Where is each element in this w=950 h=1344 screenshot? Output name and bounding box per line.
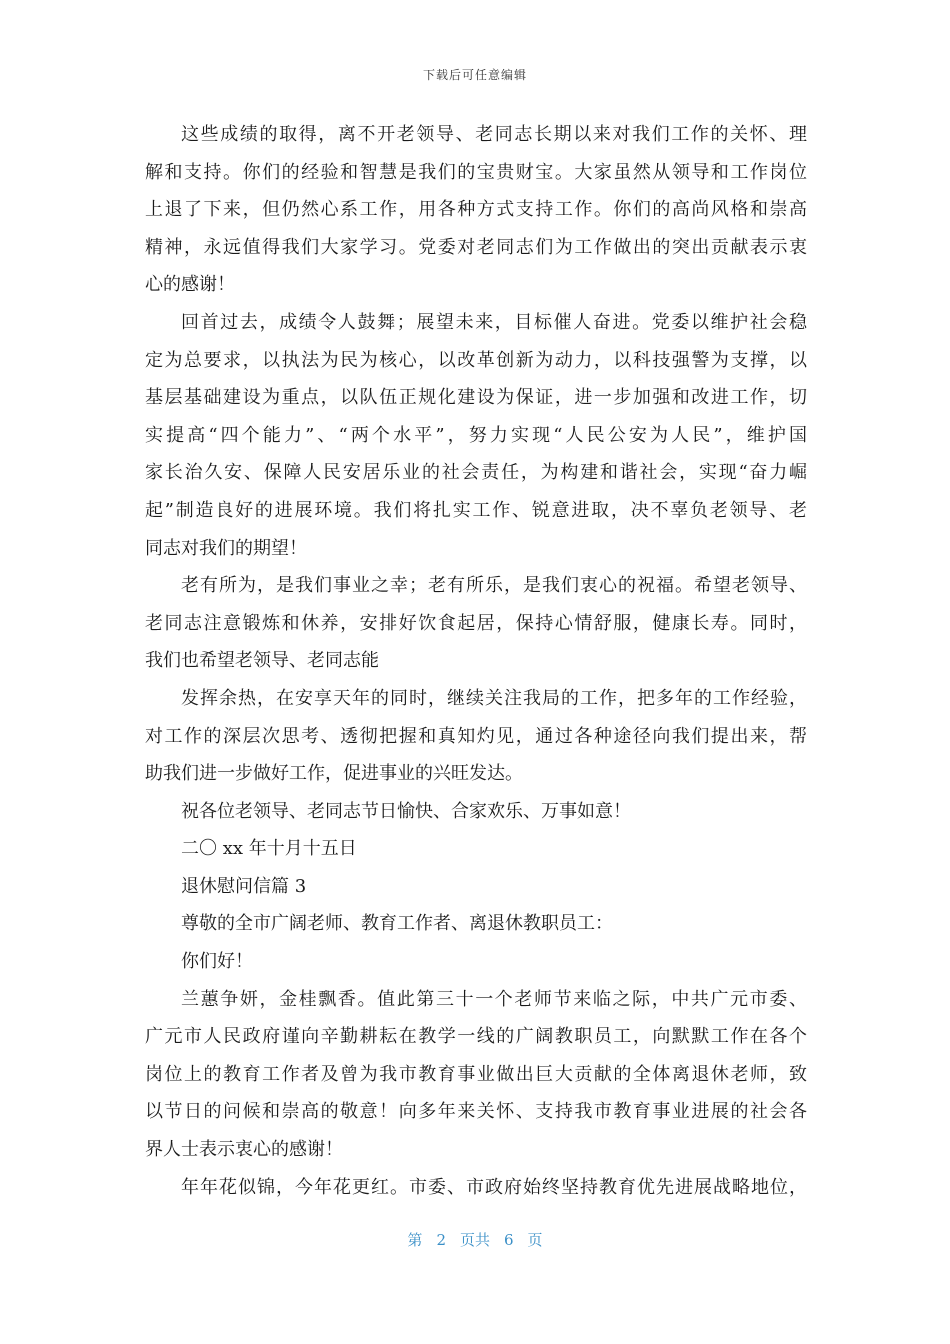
total-page-count: 6 — [504, 1231, 514, 1249]
document-body — [145, 116, 807, 1206]
body-line: 精神，永远值得我们大家学习。党委对老同志们为工作做出的突出贡献表示衷 — [145, 236, 807, 258]
body-line: 以节日的问候和崇高的敬意！向多年来关怀、支持我市教育事业进展的社会各 — [145, 1101, 807, 1123]
body-line: 老同志注意锻炼和休养，安排好饮食起居，保持心情舒服，健康长寿。同时， — [145, 612, 807, 634]
page-header: 下载后可任意编辑 — [422, 68, 527, 82]
body-line: 这些成绩的取得，离不开老领导、老同志长期以来对我们工作的关怀、理 — [181, 124, 807, 145]
body-line: 起”制造良好的进展环境。我们将扎实工作、锐意进取，决不辜负老领导、老 — [145, 499, 807, 521]
body-line: 定为总要求，以执法为民为核心，以改革创新为动力，以科技强警为支撑，以 — [145, 349, 807, 371]
body-line: 对工作的深层次思考、透彻把握和真知灼见，通过各种途径向我们提出来，帮 — [145, 725, 807, 747]
footer-prefix: 第 — [407, 1231, 423, 1249]
current-page-number: 2 — [436, 1231, 446, 1249]
body-line: 祝各位老领导、老同志节日愉快、合家欢乐、万事如意！ — [181, 800, 631, 822]
date-line: 二〇 xx 年十月十五日 — [181, 838, 357, 860]
page-footer — [0, 1229, 950, 1250]
body-line: 兰蕙争妍，金桂飘香。值此第三十一个老师节来临之际，中共广元市委、 — [181, 988, 807, 1010]
footer-suffix: 页 — [527, 1231, 543, 1249]
greeting: 你们好！ — [181, 951, 253, 973]
body-line: 岗位上的教育工作者及曾为我市教育事业做出巨大贡献的全体离退休老师，致 — [145, 1063, 807, 1085]
footer-middle: 页共 — [459, 1231, 490, 1249]
body-line: 我们也希望老领导、老同志能 — [145, 650, 379, 672]
body-line: 回首过去，成绩令人鼓舞；展望未来，目标催人奋进。党委以维护社会稳 — [181, 311, 807, 333]
body-line: 基层基础建设为重点，以队伍正规化建设为保证，进一步加强和改进工作，切 — [145, 387, 807, 409]
body-line: 家长治久安、保障人民安居乐业的社会责任，为构建和谐社会，实现“奋力崛 — [145, 462, 807, 484]
body-line: 广元市人民政府谨向辛勤耕耘在教学一线的广阔教职员工，向默默工作在各个 — [145, 1026, 807, 1048]
body-line: 界人士表示衷心的感谢！ — [145, 1139, 343, 1161]
body-line: 老有所为，是我们事业之幸；老有所乐，是我们衷心的祝福。希望老领导、 — [181, 575, 807, 597]
body-line: 年年花似锦，今年花更红。市委、市政府始终坚持教育优先进展战略地位， — [181, 1176, 807, 1198]
salutation: 尊敬的全市广阔老师、教育工作者、离退休教职员工： — [181, 913, 613, 935]
body-line: 心的感谢！ — [145, 274, 235, 296]
body-line: 实提高“四个能力”、“两个水平”，努力实现“人民公安为人民”，维护国 — [145, 424, 807, 446]
body-line: 同志对我们的期望！ — [145, 537, 307, 559]
body-line: 发挥余热，在安享天年的同时，继续关注我局的工作，把多年的工作经验， — [181, 687, 807, 709]
body-line: 助我们进一步做好工作，促进事业的兴旺发达。 — [145, 763, 523, 785]
body-line: 解和支持。你们的经验和智慧是我们的宝贵财宝。大家虽然从领导和工作岗位 — [145, 161, 807, 183]
body-line: 上退了下来，但仍然心系工作，用各种方式支持工作。你们的高尚风格和崇高 — [145, 199, 807, 221]
section-title: 退休慰问信篇 3 — [181, 875, 307, 897]
